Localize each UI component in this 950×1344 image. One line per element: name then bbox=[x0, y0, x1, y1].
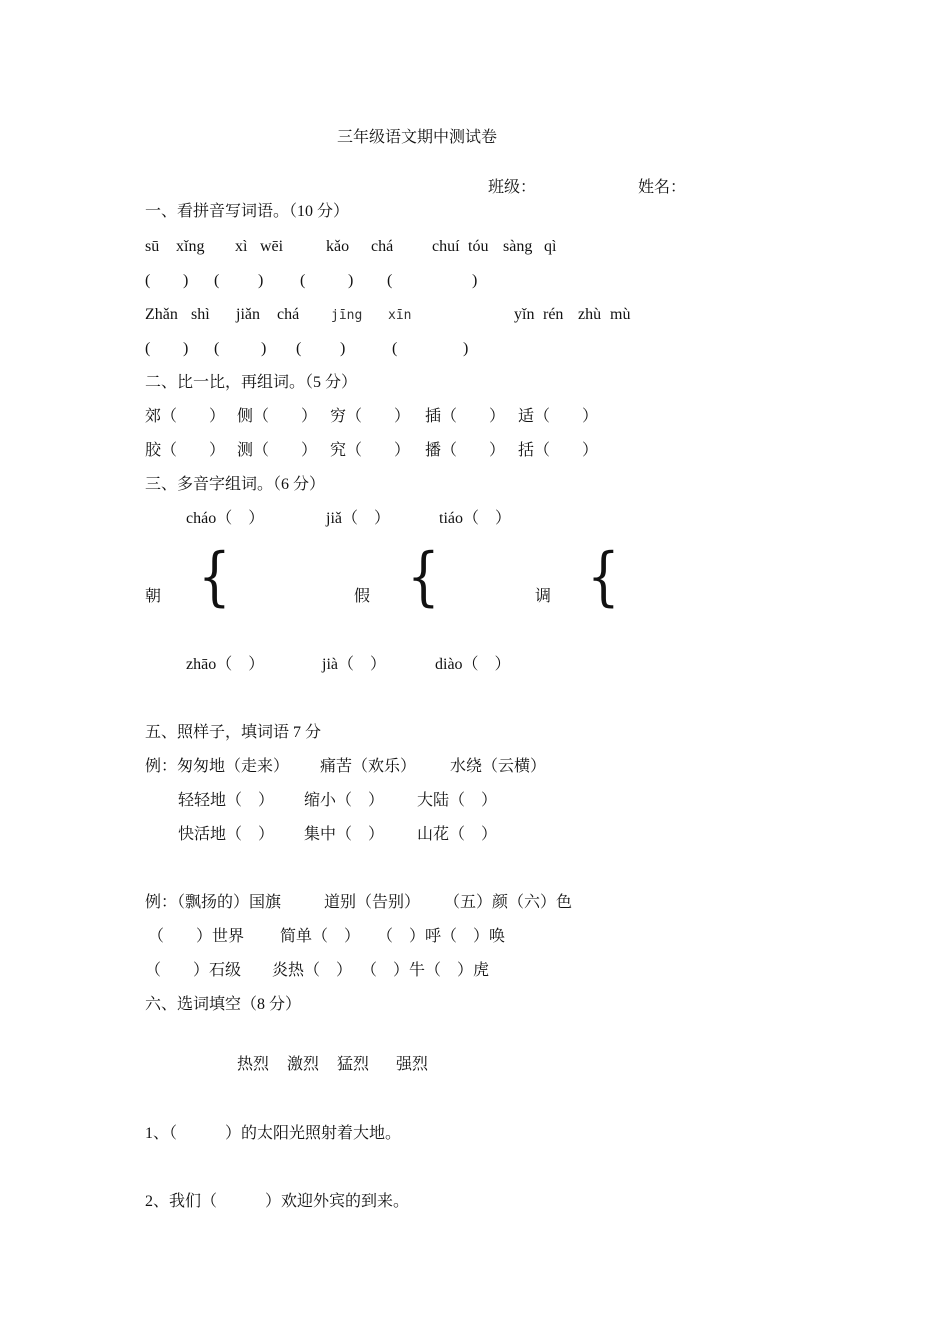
brace-icon: { bbox=[407, 540, 440, 614]
fill-item: 轻轻地（ ） bbox=[178, 792, 275, 809]
paren-close: ) bbox=[472, 272, 478, 289]
fill-item: 集中（ ） bbox=[304, 826, 385, 843]
pinyin: xīn bbox=[388, 308, 412, 323]
fill-item: （ ）世界 bbox=[148, 928, 245, 945]
paren-close: ) bbox=[183, 272, 189, 289]
paren-open: ( bbox=[214, 340, 220, 357]
pinyin: qì bbox=[544, 238, 557, 255]
pinyin: zhù bbox=[578, 306, 602, 323]
example-item: （五）颜（六）色 bbox=[444, 894, 573, 911]
section-2-heading: 二、比一比，再组词。（5 分） bbox=[145, 374, 358, 391]
compare-item: 郊（ ） bbox=[145, 408, 226, 425]
word-choice: 激烈 bbox=[287, 1056, 320, 1073]
pinyin: rén bbox=[543, 306, 564, 323]
page-title: 三年级语文期中测试卷 bbox=[337, 129, 498, 146]
paren-open: ( bbox=[392, 340, 398, 357]
section-6-heading: 六、选词填空（8 分） bbox=[145, 996, 302, 1013]
example-item: 痛苦（欢乐） bbox=[320, 758, 417, 775]
example-item: 水绕（云横） bbox=[450, 758, 547, 775]
name-label: 姓名： bbox=[638, 179, 687, 196]
polyphone-reading: cháo（ ） bbox=[186, 510, 265, 527]
example-item: 例：（飘扬的）国旗 bbox=[145, 894, 282, 911]
polyphone-reading: zhāo（ ） bbox=[186, 656, 265, 673]
fill-item: （ ）牛（ ）虎 bbox=[361, 962, 490, 979]
paren-close: ) bbox=[183, 340, 189, 357]
pinyin: mù bbox=[610, 306, 631, 323]
pinyin: tóu bbox=[468, 238, 489, 255]
pinyin: sū bbox=[145, 238, 160, 255]
polyphone-char: 假 bbox=[354, 588, 371, 605]
example-item: 例：匆匆地（走来） bbox=[145, 758, 290, 775]
pinyin: chá bbox=[371, 238, 394, 255]
word-choice: 热烈 bbox=[237, 1056, 270, 1073]
polyphone-reading: jià（ ） bbox=[322, 656, 386, 673]
paren-open: ( bbox=[300, 272, 306, 289]
pinyin: kǎo bbox=[326, 238, 350, 255]
compare-item: 穷（ ） bbox=[330, 408, 411, 425]
compare-item: 测（ ） bbox=[237, 442, 318, 459]
polyphone-char: 调 bbox=[535, 588, 552, 605]
compare-item: 究（ ） bbox=[330, 442, 411, 459]
class-label: 班级： bbox=[488, 179, 537, 196]
word-choice: 猛烈 bbox=[337, 1056, 370, 1073]
polyphone-reading: diào（ ） bbox=[435, 656, 511, 673]
fill-item: 缩小（ ） bbox=[304, 792, 385, 809]
section-1-heading: 一、看拼音写词语。（10 分） bbox=[145, 203, 350, 220]
fill-item: 炎热（ ） bbox=[272, 962, 353, 979]
compare-item: 插（ ） bbox=[425, 408, 506, 425]
polyphone-char: 朝 bbox=[145, 588, 162, 605]
paren-open: ( bbox=[387, 272, 393, 289]
compare-item: 侧（ ） bbox=[237, 408, 318, 425]
paren-open: ( bbox=[214, 272, 220, 289]
compare-item: 播（ ） bbox=[425, 442, 506, 459]
pinyin: xǐng bbox=[176, 238, 205, 255]
pinyin: chá bbox=[277, 306, 300, 323]
pinyin: shì bbox=[191, 306, 210, 323]
compare-item: 胶（ ） bbox=[145, 442, 226, 459]
pinyin: wēi bbox=[260, 238, 284, 255]
pinyin: chuí bbox=[432, 238, 460, 255]
fill-item: 快活地（ ） bbox=[178, 826, 275, 843]
paren-open: ( bbox=[145, 272, 151, 289]
paren-open: ( bbox=[296, 340, 302, 357]
brace-icon: { bbox=[198, 540, 231, 614]
question-2: 2、我们（ ）欢迎外宾的到来。 bbox=[145, 1193, 410, 1210]
paren-close: ) bbox=[261, 340, 267, 357]
paren-close: ) bbox=[463, 340, 469, 357]
polyphone-reading: tiáo（ ） bbox=[439, 510, 511, 527]
word-choice: 强烈 bbox=[396, 1056, 429, 1073]
question-1: 1、（ ）的太阳光照射着大地。 bbox=[145, 1125, 402, 1142]
fill-item: 简单（ ） bbox=[280, 928, 361, 945]
brace-icon: { bbox=[587, 540, 620, 614]
fill-item: （ ）石级 bbox=[145, 962, 242, 979]
fill-item: 山花（ ） bbox=[417, 826, 498, 843]
fill-item: 大陆（ ） bbox=[417, 792, 498, 809]
polyphone-reading: jiǎ（ ） bbox=[326, 510, 390, 527]
compare-item: 括（ ） bbox=[518, 442, 599, 459]
pinyin: jiǎn bbox=[236, 306, 260, 323]
pinyin: Zhǎn bbox=[145, 306, 178, 323]
section-3-heading: 三、多音字组词。（6 分） bbox=[145, 476, 326, 493]
paren-open: ( bbox=[145, 340, 151, 357]
pinyin: sàng bbox=[503, 238, 533, 255]
pinyin: xì bbox=[235, 238, 248, 255]
pinyin: jīng bbox=[331, 308, 363, 323]
example-item: 道别（告别） bbox=[324, 894, 421, 911]
paren-close: ) bbox=[340, 340, 346, 357]
fill-item: （ ）呼（ ）唤 bbox=[377, 928, 506, 945]
paren-close: ) bbox=[258, 272, 264, 289]
paren-close: ) bbox=[348, 272, 354, 289]
pinyin: yǐn bbox=[514, 306, 535, 323]
compare-item: 适（ ） bbox=[518, 408, 599, 425]
section-5-heading: 五、照样子，填词语 7 分 bbox=[145, 724, 322, 741]
